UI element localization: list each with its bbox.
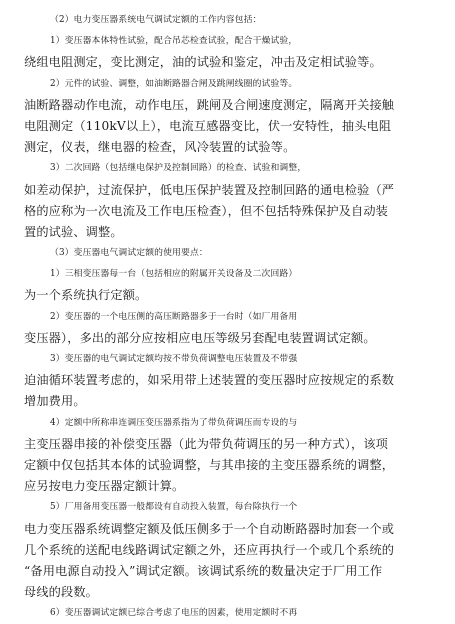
text-line: 应另按电力变压器定额计算。	[24, 479, 185, 494]
text-line: （3）变压器电气调试定额的使用要点：	[50, 248, 208, 259]
text-line: 测定，仪表，继电器的检查，风冷装置的试验等。	[24, 140, 296, 155]
text-line: 格的应称为一次电流及工作电压检查），但不包括特殊保护及自动装	[24, 203, 389, 218]
text-line: 定额中仅包括其本体的试验调整，与其串接的主变压器系统的调整，	[24, 457, 395, 472]
text-line: 迫油循环装置考虑的，如采用带上述装置的变压器时应按规定的系数	[24, 373, 395, 388]
text-line: （2）电力变压器系统电气调试定额的工作内容包括：	[50, 15, 262, 25]
text-line: 如差动保护，过流保护，低电压保护装置及控制回路的通电检验（严	[24, 182, 395, 197]
text-line: 3）二次回路（包括继电保护及控制回路）的检查、试验和调整，	[50, 163, 307, 174]
text-line: 几个系统的送配电线路调试定额之外，还应再执行一个或几个系统的	[24, 542, 395, 557]
text-line: 电力变压器系统调整定额及低压侧多于一个自动断路器时加套一个或	[24, 521, 395, 536]
text-line: 1）变压器本体特性试验，配合吊芯检查试验，配合干燥试验，	[50, 36, 298, 47]
text-line: 3）变压器的电气调试定额均按不带负荷调整电压装置及不带强	[50, 354, 298, 364]
text-line: 主变压器串接的补偿变压器（此为带负荷调压的另一种方式），该项	[24, 436, 389, 451]
text-line: 置的试验、调整。	[24, 224, 123, 239]
text-line: 1）三相变压器每一台（包括相应的附属开关设备及二次回路）	[50, 269, 298, 280]
text-line: 母线的段数。	[24, 585, 99, 600]
text-line: 6）变压器调试定额已综合考虑了电压的因素，使用定额时不再	[50, 608, 298, 619]
text-line: 增加费用。	[24, 394, 86, 409]
text-line: 电阻测定（110kV以上），电流互感器变比，伏一安特性，抽头电阻	[24, 118, 392, 133]
text-line: 2）变压器的一个电压侧的高压断路器多于一台时（如厂用备用	[50, 311, 298, 322]
text-line: 2）元件的试验、调整，如油断路器合闸及跳闸线圈的试验等。	[50, 78, 298, 89]
text-line: 5）厂用备用变压器一般都设有自动投入装置，每台除执行一个	[50, 502, 298, 513]
text-line: 绕组电阻测定，变比测定，油的试验和鉴定，冲击及定相试验等。	[24, 55, 382, 70]
text-line: 变压器），多出的部分应按相应电压等级另套配电装置调试定额。	[24, 330, 376, 345]
text-line: “备用电源自动投入”调试定额。该调试系统的数量决定于厂用工作	[24, 563, 383, 578]
text-line: 为一个系统执行定额。	[24, 288, 148, 303]
text-line: 4）定额中所称串连调压变压器系指为了带负荷调压而专设的与	[50, 417, 298, 428]
text-line: 油断路器动作电流，动作电压，跳闸及合闸速度测定，隔离开关接触	[24, 97, 395, 112]
